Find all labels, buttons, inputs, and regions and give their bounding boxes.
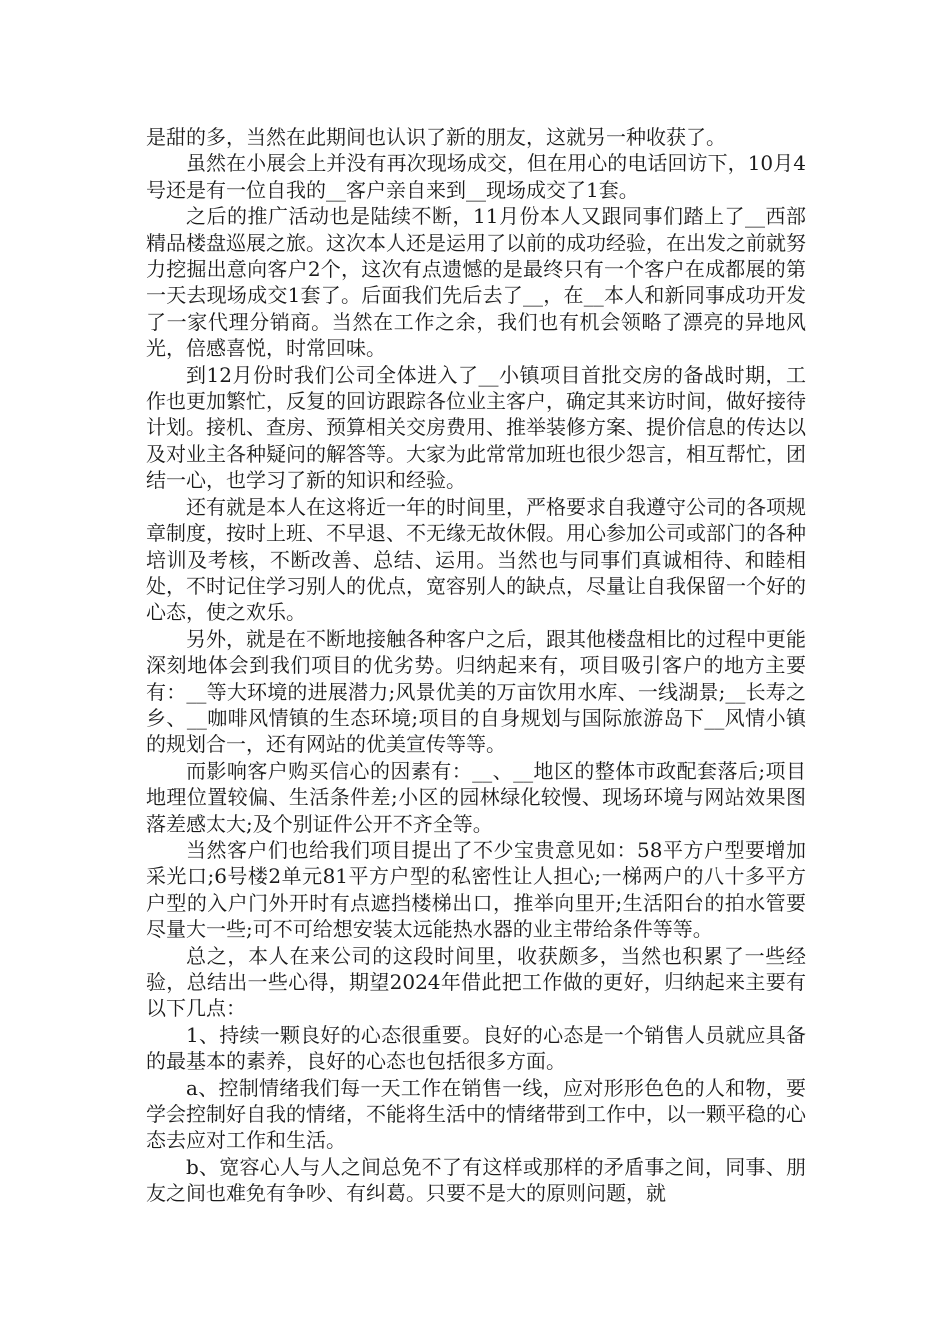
paragraph: 是甜的多，当然在此期间也认识了新的朋友，这就另一种收获了。 — [146, 125, 726, 149]
list-item: 1、持续一颗良好的心态很重要。良好的心态是一个销售人员就应具备的最基本的素养，良好的心态也包括很多方面。 — [146, 1022, 806, 1074]
paragraph: 虽然在小展会上并没有再次现场成交，但在用心的电话回访下，10月4号还是有一位自我的__客户亲自来到__现场成交了1套。 — [146, 151, 806, 202]
paragraph: 还有就是本人在这将近一年的时间里，严格要求自我遵守公司的各项规章制度，按时上班、不早退、不无缘无故休假。用心参加公司或部门的各种培训及考核，不断改善、总结、运用。当然也与同事们真诚相待、和睦相处，不时记住学习别人的优点，宽容别人的缺点，尽量让自我保留一个好的心态，使之欢乐。 — [146, 494, 806, 625]
paragraph: 另外，就是在不断地接触各种客户之后，跟其他楼盘相比的过程中更能深刻地体会到我们项目的优劣势。归纳起来有，项目吸引客户的地方主要有：__等大环境的进展潜力;风景优美的万亩饮用水库、一线湖景;__长寿之乡、__咖啡风情镇的生态环境;项目的自身规划与国际旅游岛下__风情小镇的规划合一，还有网站的优美宣传等等。 — [146, 626, 806, 757]
paragraph: 总之，本人在来公司的这段时间里，收获颇多，当然也积累了一些经验，总结出一些心得，期望2024年借此把工作做的更好，归纳起来主要有以下几点： — [146, 943, 806, 1021]
document-body — [146, 124, 806, 1207]
paragraph: 而影响客户购买信心的因素有：__、__地区的整体市政配套落后;项目地理位置较偏、生活条件差;小区的园林绿化较慢、现场环境与网站效果图落差感太大;及个别证件公开不齐全等。 — [146, 758, 806, 836]
list-item: a、控制情绪我们每一天工作在销售一线，应对形形色色的人和物，要学会控制好自我的情绪，不能将生活中的情绪带到工作中，以一颗平稳的心态去应对工作和生活。 — [146, 1075, 806, 1153]
paragraph: 到12月份时我们公司全体进入了__小镇项目首批交房的备战时期，工作也更加繁忙，反复的回访跟踪各位业主客户，确定其来访时间，做好接待计划。接机、查房、预算相关交房费用、推举装修方案、提价信息的传达以及对业主各种疑问的解答等。大家为此常常加班也很少怨言，相互帮忙，团结一心，也学习了新的知识和经验。 — [146, 362, 806, 493]
list-item: b、宽容心人与人之间总免不了有这样或那样的矛盾事之间，同事、朋友之间也难免有争吵、有纠葛。只要不是大的原则问题，就 — [146, 1154, 806, 1206]
paragraph: 之后的推广活动也是陆续不断，11月份本人又跟同事们踏上了__西部精品楼盘巡展之旅。这次本人还是运用了以前的成功经验，在出发之前就努力挖掘出意向客户2个，这次有点遗憾的是最终只有一个客户在成都展的第一天去现场成交1套了。后面我们先后去了__，在__本人和新同事成功开发了一家代理分销商。当然在工作之余，我们也有机会领略了漂亮的异地风光，倍感喜悦，时常回味。 — [146, 204, 806, 361]
paragraph: 当然客户们也给我们项目提出了不少宝贵意见如：58平方户型要增加采光口;6号楼2单元81平方户型的私密性让人担心;一梯两户的八十多平方户型的入户门外开时有点遮挡楼梯出口，推举向里开;生活阳台的拍水管要尽量大一些;可不可给想安装太远能热水器的业主带给条件等等。 — [146, 837, 806, 942]
